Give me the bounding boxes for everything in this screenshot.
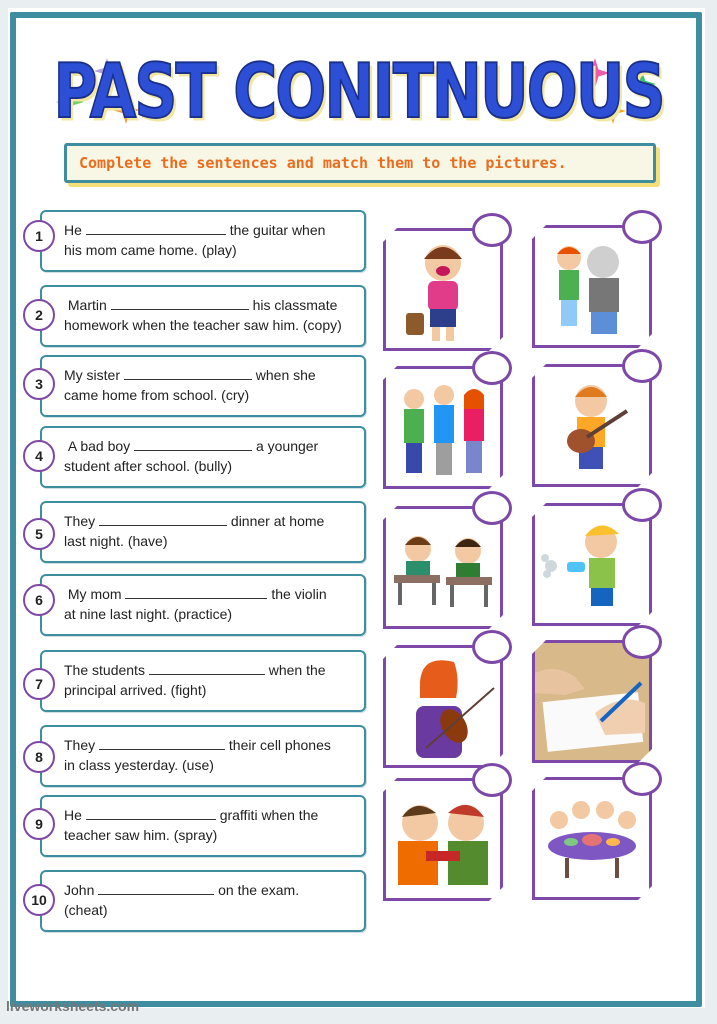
sentence-number: 4	[23, 440, 55, 472]
graffiti-picture	[532, 503, 652, 626]
violin-icon	[386, 648, 500, 765]
answer-blank[interactable]	[86, 806, 216, 820]
answer-circle[interactable]	[472, 351, 512, 385]
copying-students-picture	[383, 506, 503, 629]
bully-icon	[535, 228, 649, 345]
sentence-number: 1	[23, 220, 55, 252]
answer-circle[interactable]	[622, 625, 662, 659]
sentence-number: 7	[23, 668, 55, 700]
phones-picture	[383, 366, 503, 489]
sentence-box: Martin his classmate homework when the teacher saw him. (copy)	[40, 285, 366, 347]
answer-circle[interactable]	[472, 213, 512, 247]
sentence-box: A bad boy a younger student after school. (bully)	[40, 426, 366, 488]
violin-picture	[383, 645, 503, 768]
fighting-picture	[383, 778, 503, 901]
sentence-box: My sister when she came home from school. (cry)	[40, 355, 366, 417]
fighting-icon	[386, 781, 500, 898]
bully-picture	[532, 225, 652, 348]
answer-blank[interactable]	[125, 585, 267, 599]
guitar-boy-picture	[532, 364, 652, 487]
sentence-box: John on the exam. (cheat)	[40, 870, 366, 932]
answer-blank[interactable]	[86, 221, 226, 235]
answer-blank[interactable]	[98, 881, 214, 895]
sentence-number: 10	[23, 884, 55, 916]
worksheet-title: PAST CONITNUOUS	[53, 48, 664, 136]
answer-circle[interactable]	[622, 488, 662, 522]
phones-icon	[386, 369, 500, 486]
sentence-number: 5	[23, 518, 55, 550]
answer-circle[interactable]	[622, 762, 662, 796]
copying-students-icon	[386, 509, 500, 626]
family-dinner-picture	[532, 777, 652, 900]
graffiti-icon	[535, 506, 649, 623]
answer-blank[interactable]	[124, 366, 252, 380]
sentence-number: 2	[23, 299, 55, 331]
answer-circle[interactable]	[472, 630, 512, 664]
sentence-box: They dinner at home last night. (have)	[40, 501, 366, 563]
answer-circle[interactable]	[622, 210, 662, 244]
cheat-hand-icon	[535, 643, 649, 760]
footer-watermark: liveworksheets.com	[6, 998, 140, 1014]
family-dinner-icon	[535, 780, 649, 897]
crying-girl-picture	[383, 228, 503, 351]
answer-blank[interactable]	[99, 736, 225, 750]
answer-blank[interactable]	[111, 296, 249, 310]
sentence-box: The students when the principal arrived. (fight)	[40, 650, 366, 712]
answer-circle[interactable]	[472, 763, 512, 797]
answer-blank[interactable]	[134, 437, 252, 451]
sentence-box: He graffiti when the teacher saw him. (spray)	[40, 795, 366, 857]
answer-blank[interactable]	[99, 512, 227, 526]
sentence-number: 9	[23, 808, 55, 840]
sentence-box: They their cell phones in class yesterday. (use)	[40, 725, 366, 787]
sentence-number: 3	[23, 368, 55, 400]
crying-girl-icon	[386, 231, 500, 348]
answer-circle[interactable]	[472, 491, 512, 525]
sentence-number: 6	[23, 584, 55, 616]
cheat-hand-picture	[532, 640, 652, 763]
guitar-boy-icon	[535, 367, 649, 484]
sentence-number: 8	[23, 741, 55, 773]
sentence-box: He the guitar when his mom came home. (play)	[40, 210, 366, 272]
answer-blank[interactable]	[149, 661, 265, 675]
answer-circle[interactable]	[622, 349, 662, 383]
sentence-box: My mom the violin at nine last night. (practice)	[40, 574, 366, 636]
instructions-box: Complete the sentences and match them to the pictures.	[64, 143, 656, 183]
